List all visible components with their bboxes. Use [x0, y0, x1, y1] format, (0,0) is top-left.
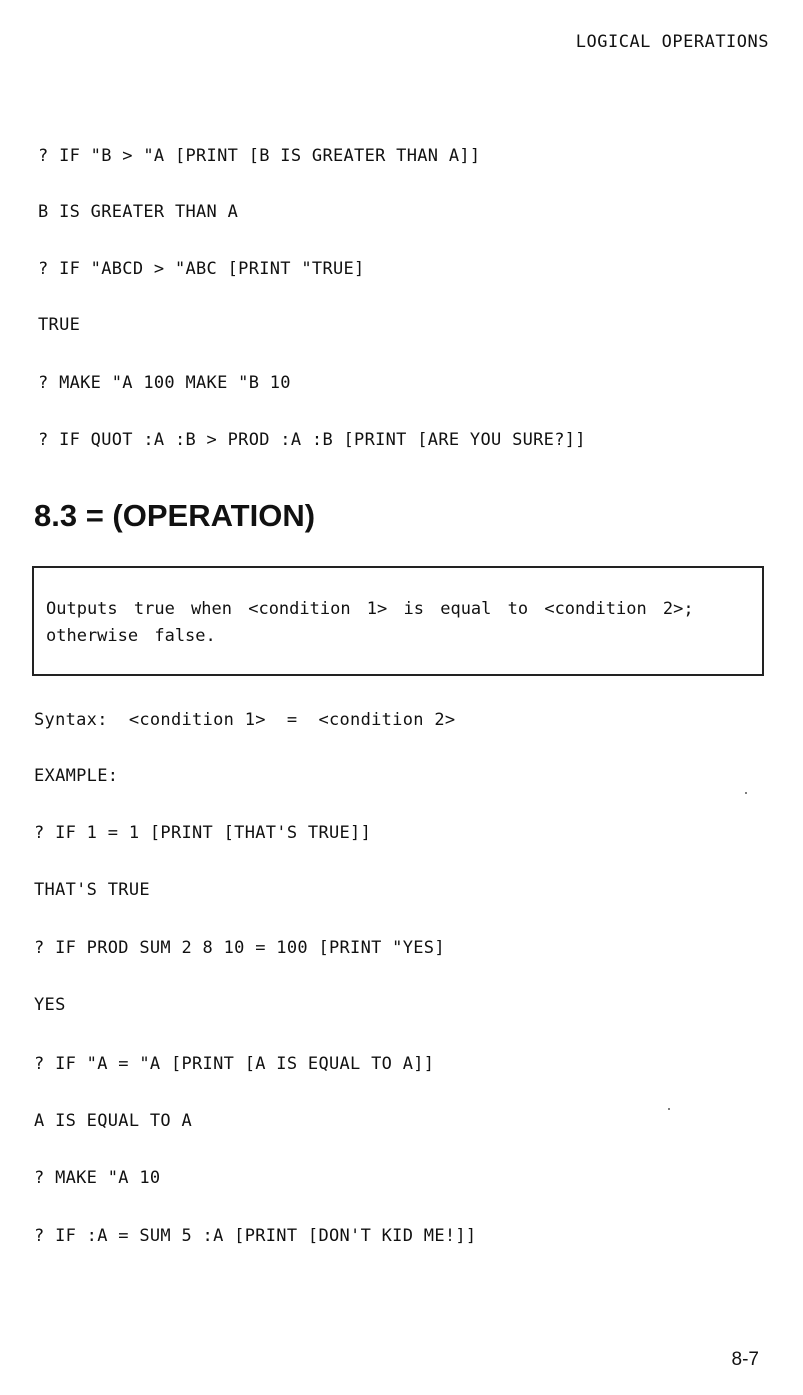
code-line: ? IF :A = SUM 5 :A [PRINT [DON'T KID ME!]] — [34, 1226, 477, 1246]
code-line: ? MAKE "A 10 — [34, 1168, 161, 1188]
code-line: ? IF PROD SUM 2 8 10 = 100 [PRINT "YES] — [34, 938, 445, 958]
output-line: A IS EQUAL TO A — [34, 1111, 193, 1131]
example-label: EXAMPLE: — [34, 766, 119, 786]
page-number: 8-7 — [731, 1349, 759, 1370]
print-speck — [668, 1108, 670, 1110]
print-speck — [745, 792, 747, 794]
code-line: ? IF "B > "A [PRINT [B IS GREATER THAN A]] — [38, 146, 481, 166]
output-line: THAT'S TRUE — [34, 880, 150, 900]
code-line: ? IF "A = "A [PRINT [A IS EQUAL TO A]] — [34, 1054, 435, 1074]
description-box — [32, 566, 764, 676]
output-line: YES — [34, 995, 66, 1015]
section-heading: 8.3 = (OPERATION) — [34, 498, 316, 533]
running-title: LOGICAL OPERATIONS — [575, 32, 769, 52]
description-text: Outputs true when <condition 1> is equal to <condition 2>; otherwise false. — [46, 599, 694, 646]
syntax-line: Syntax: <condition 1> = <condition 2> — [34, 710, 456, 730]
output-line: TRUE — [38, 315, 81, 335]
code-line: ? MAKE "A 100 MAKE "B 10 — [38, 373, 291, 393]
code-line: ? IF QUOT :A :B > PROD :A :B [PRINT [ARE YOU SURE?]] — [38, 430, 586, 450]
code-line: ? IF "ABCD > "ABC [PRINT "TRUE] — [38, 259, 365, 279]
output-line: B IS GREATER THAN A — [38, 202, 239, 222]
code-line: ? IF 1 = 1 [PRINT [THAT'S TRUE]] — [34, 823, 372, 843]
